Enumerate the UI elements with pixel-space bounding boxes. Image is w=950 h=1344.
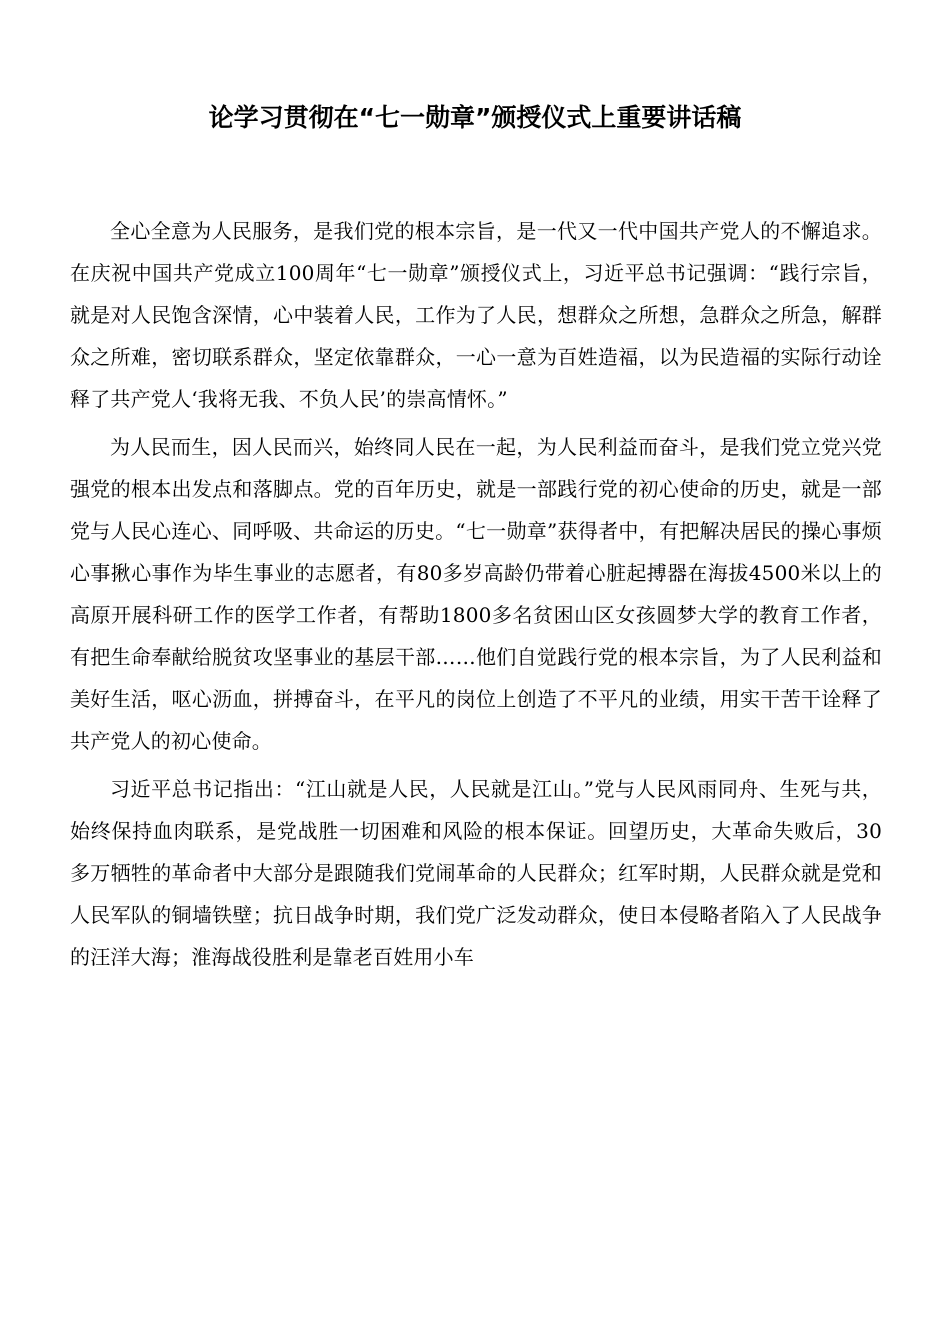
paragraph-2: 为人民而生，因人民而兴，始终同人民在一起，为人民利益而奋斗，是我们党立党兴党强党的根本出发点和落脚点。党的百年历史，就是一部践行党的初心使命的历史，就是一部党与人民心连心、同呼吸、共命运的历史。“七一勋章”获得者中，有把解决居民的操心事烦心事揪心事作为毕生事业的志愿者，有80多岁高龄仍带着心脏起搏器在海拔4500米以上的高原开展科研工作的医学工作者，有帮助1800多名贫困山区女孩圆梦大学的教育工作者，有把生命奉献给脱贫攻坚事业的基层干部……他们自觉践行党的根本宗旨，为了人民利益和美好生活，呕心沥血，拼搏奋斗，在平凡的岗位上创造了不平凡的业绩，用实干苦干诠释了共产党人的初心使命。 [70,435,882,753]
document-body [70,210,882,978]
document-title: 论学习贯彻在“七一勋章”颁授仪式上重要讲话稿 [208,103,742,132]
paragraph-3: 习近平总书记指出：“江山就是人民，人民就是江山。”党与人民风雨同舟、生死与共，始终保持血肉联系，是党战胜一切困难和风险的根本保证。回望历史，大革命失败后，30多万牺牲的革命者中大部分是跟随我们党闹革命的人民群众；红军时期，人民群众就是党和人民军队的铜墙铁壁；抗日战争时期，我们党广泛发动群众，使日本侵略者陷入了人民战争的汪洋大海；淮海战役胜利是靠老百姓用小车 [70,777,882,969]
paragraph-1: 全心全意为人民服务，是我们党的根本宗旨，是一代又一代中国共产党人的不懈追求。在庆祝中国共产党成立100周年“七一勋章”颁授仪式上，习近平总书记强调：“践行宗旨，就是对人民饱含深情，心中装着人民，工作为了人民，想群众之所想，急群众之所急，解群众之所难，密切联系群众，坚定依靠群众，一心一意为百姓造福，以为民造福的实际行动诠释了共产党人‘我将无我、不负人民’的崇高情怀。” [70,219,882,411]
